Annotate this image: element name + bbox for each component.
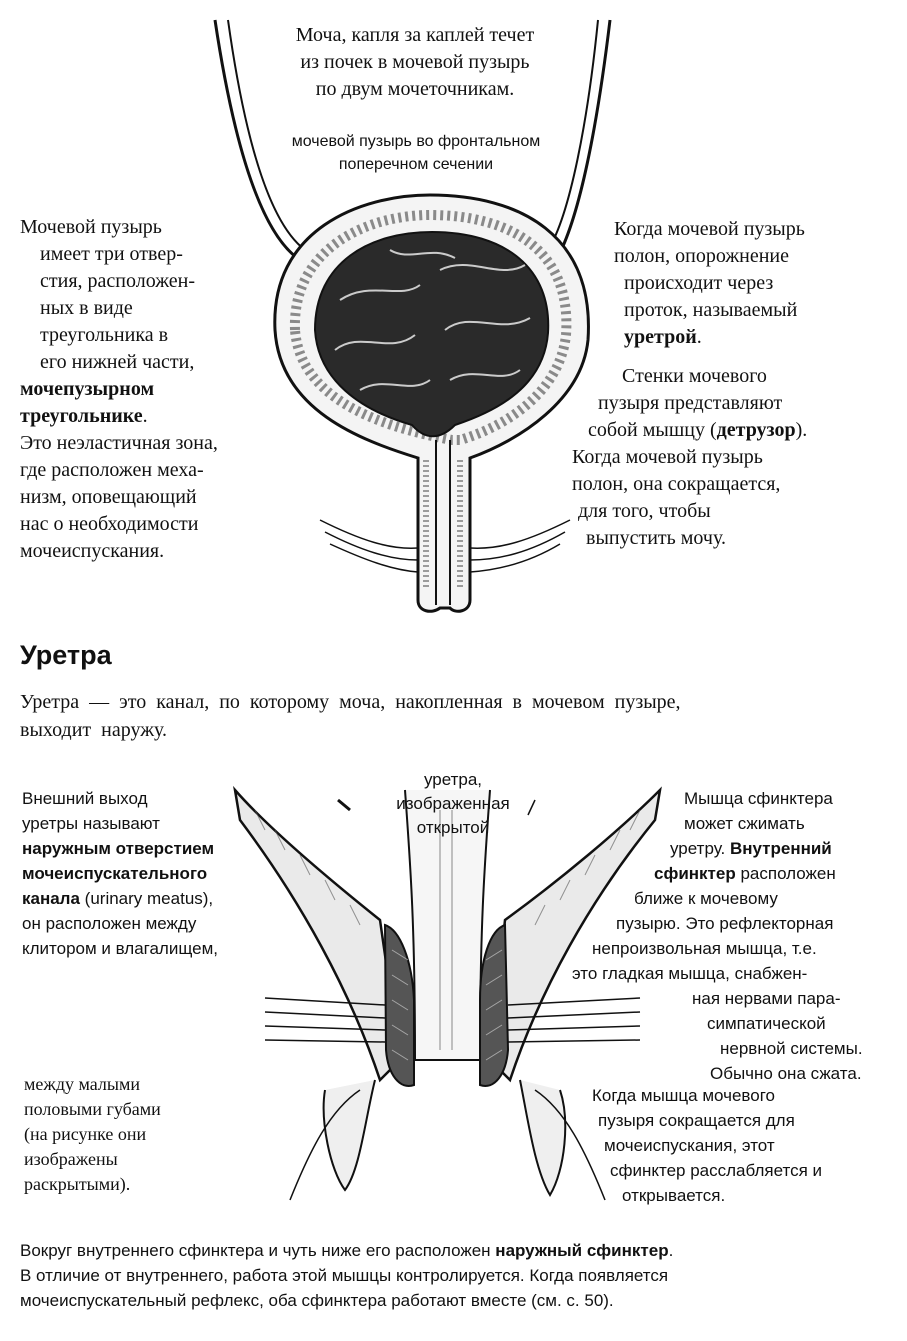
left-text-line: Мочевой пузырь xyxy=(20,216,162,238)
urethra-opened-label xyxy=(378,768,528,840)
sphincter-text xyxy=(572,786,892,1086)
bladder-section-label xyxy=(256,130,576,176)
meatus-latin: (urinary meatus), xyxy=(79,889,214,908)
intro-line-1: Уретра — это канал, по которому моча, накопленная в мочевом пузыре, xyxy=(20,691,681,713)
relaxation-line: мочеиспускания, этот xyxy=(604,1136,775,1155)
footer-text xyxy=(20,1238,890,1313)
right-text-line: Стенки мочевого xyxy=(622,365,767,387)
meatus-text xyxy=(22,786,282,961)
right-text-line: для того, чтобы xyxy=(578,500,711,522)
caption-line-1: Моча, капля за каплей течет xyxy=(295,24,535,46)
caption-line-2: из почек в мочевой пузырь xyxy=(300,51,530,73)
right-text-line: полон, она сокращается, xyxy=(572,473,781,495)
right-text-line: происходит через xyxy=(624,272,774,294)
right-text-line: пузыря представляют xyxy=(598,392,783,414)
section-label-line-1: мочевой пузырь во фронтальном xyxy=(291,133,541,150)
sphincter-line: нервной системы. xyxy=(720,1039,863,1058)
footer-pre: Вокруг внутреннего сфинктера и чуть ниже его расположен xyxy=(20,1241,496,1260)
left-text-line: где расположен меха- xyxy=(20,459,204,481)
labia-line: раскрытыми). xyxy=(24,1174,131,1194)
right-text-line: Когда мочевой пузырь xyxy=(572,446,763,468)
left-text-line: низм, оповещающий xyxy=(20,486,197,508)
right-text-line: Когда мочевой пузырь xyxy=(614,218,805,240)
sphincter-rest: расположен xyxy=(735,864,836,883)
sphincter-line: Обычно она сжата. xyxy=(710,1064,862,1083)
left-text-line: имеет три отвер- xyxy=(40,243,183,265)
right-labium xyxy=(520,1080,565,1195)
meatus-line-bold xyxy=(22,886,282,911)
labia-line: половыми губами xyxy=(24,1099,161,1119)
meatus-line-bold xyxy=(22,836,282,861)
left-text-line: нас о необходимости xyxy=(20,513,199,535)
left-text-line-bold xyxy=(20,403,300,430)
sphincter-pre: уретру. xyxy=(670,839,730,858)
sphincter-line: это гладкая мышца, снабжен- xyxy=(572,964,808,983)
meatus-line: он расположен между xyxy=(22,914,197,933)
center-label-line: изображенная xyxy=(396,794,510,813)
sphincter-line: пузырю. Это рефлекторная xyxy=(616,914,834,933)
trigone-term-2: треугольнике xyxy=(20,405,143,427)
urethra-term-period: . xyxy=(696,326,702,348)
meatus-line: клитором и влагалищем, xyxy=(22,939,219,958)
right-text-line: проток, называемый xyxy=(624,299,798,321)
sphincter-line: симпатической xyxy=(707,1014,826,1033)
urethra-term: уретрой xyxy=(624,326,697,348)
caption-line-3: по двум мочеточникам. xyxy=(315,78,515,100)
center-label-line: уретра, xyxy=(423,770,483,789)
section-label-line-2: поперечном сечении xyxy=(338,156,494,173)
urethra-intro xyxy=(20,688,890,744)
sphincter-line: ная нервами пара- xyxy=(692,989,841,1008)
sphincter-line: Мышца сфинктера xyxy=(684,789,833,808)
sphincter-line-bold xyxy=(572,861,892,886)
sphincter-line: непроизвольная мышца, т.е. xyxy=(592,939,817,958)
left-text-line: мочеиспускания. xyxy=(20,540,165,562)
internal-sphincter-left xyxy=(385,925,414,1086)
meatus-line-bold xyxy=(22,861,282,886)
left-labium xyxy=(324,1080,375,1190)
relaxation-text xyxy=(592,1083,892,1208)
relaxation-line: Когда мышца мочевого xyxy=(592,1086,776,1105)
external-sphincter-term: наружный сфинктер xyxy=(495,1241,669,1260)
left-text-line: треугольника в xyxy=(40,324,169,346)
relaxation-line: открывается. xyxy=(622,1186,726,1205)
labia-line: между малыми xyxy=(24,1074,140,1094)
labia-line: изображены xyxy=(24,1149,118,1169)
right-text-line-bold xyxy=(572,417,892,444)
left-text-line-bold xyxy=(20,376,300,403)
labia-line: (на рисунке они xyxy=(24,1124,147,1144)
meatus-line: уретры называют xyxy=(22,814,160,833)
trigone-period: . xyxy=(142,405,148,427)
meatus-term-1: наружным отверстием xyxy=(22,839,215,858)
footer-post: . xyxy=(668,1241,674,1260)
left-text-line: его нижней части, xyxy=(40,351,195,373)
detrusor-post: ). xyxy=(795,419,808,441)
ureter-caption xyxy=(250,22,580,103)
footer-line-1 xyxy=(20,1238,890,1263)
bladder-right-text xyxy=(572,216,892,552)
footer-line-2: В отличие от внутреннего, работа этой мышцы контролируется. Когда появляется xyxy=(20,1266,669,1285)
meatus-term-3: канала xyxy=(22,889,80,908)
left-text-line: стия, расположен- xyxy=(40,270,195,292)
meatus-line: Внешний выход xyxy=(22,789,148,808)
left-text-line: ных в виде xyxy=(40,297,133,319)
internal-sphincter-term-1: Внутренний xyxy=(729,839,832,858)
footer-line-3: мочеиспускательный рефлекс, оба сфинктера работают вместе (см. с. 50). xyxy=(20,1291,614,1310)
intro-line-2: выходит наружу. xyxy=(20,719,168,741)
right-text-line-bold xyxy=(572,324,892,351)
sphincter-line: ближе к мочевому xyxy=(634,889,778,908)
sphincter-line: может сжимать xyxy=(684,814,805,833)
detrusor-pre: собой мышцу ( xyxy=(588,419,717,441)
sphincter-line-bold xyxy=(572,836,892,861)
right-text-line: полон, опорожнение xyxy=(614,245,790,267)
relaxation-line: пузыря сокращается для xyxy=(598,1111,795,1130)
left-text-line: Это неэластичная зона, xyxy=(20,432,218,454)
right-text-line: выпустить мочу. xyxy=(586,527,726,549)
section-heading: Уретра xyxy=(20,640,112,670)
trigone-term-1: мочепузырном xyxy=(20,378,155,400)
internal-sphincter-term-2: сфинктер xyxy=(654,864,736,883)
bladder-left-text xyxy=(20,214,300,565)
detrusor-term: детрузор xyxy=(716,419,796,441)
meatus-term-2: мочеиспускательного xyxy=(22,864,208,883)
relaxation-line: сфинктер расслабляется и xyxy=(610,1161,823,1180)
center-label-line: открытой xyxy=(416,818,490,837)
labia-text xyxy=(24,1072,224,1197)
